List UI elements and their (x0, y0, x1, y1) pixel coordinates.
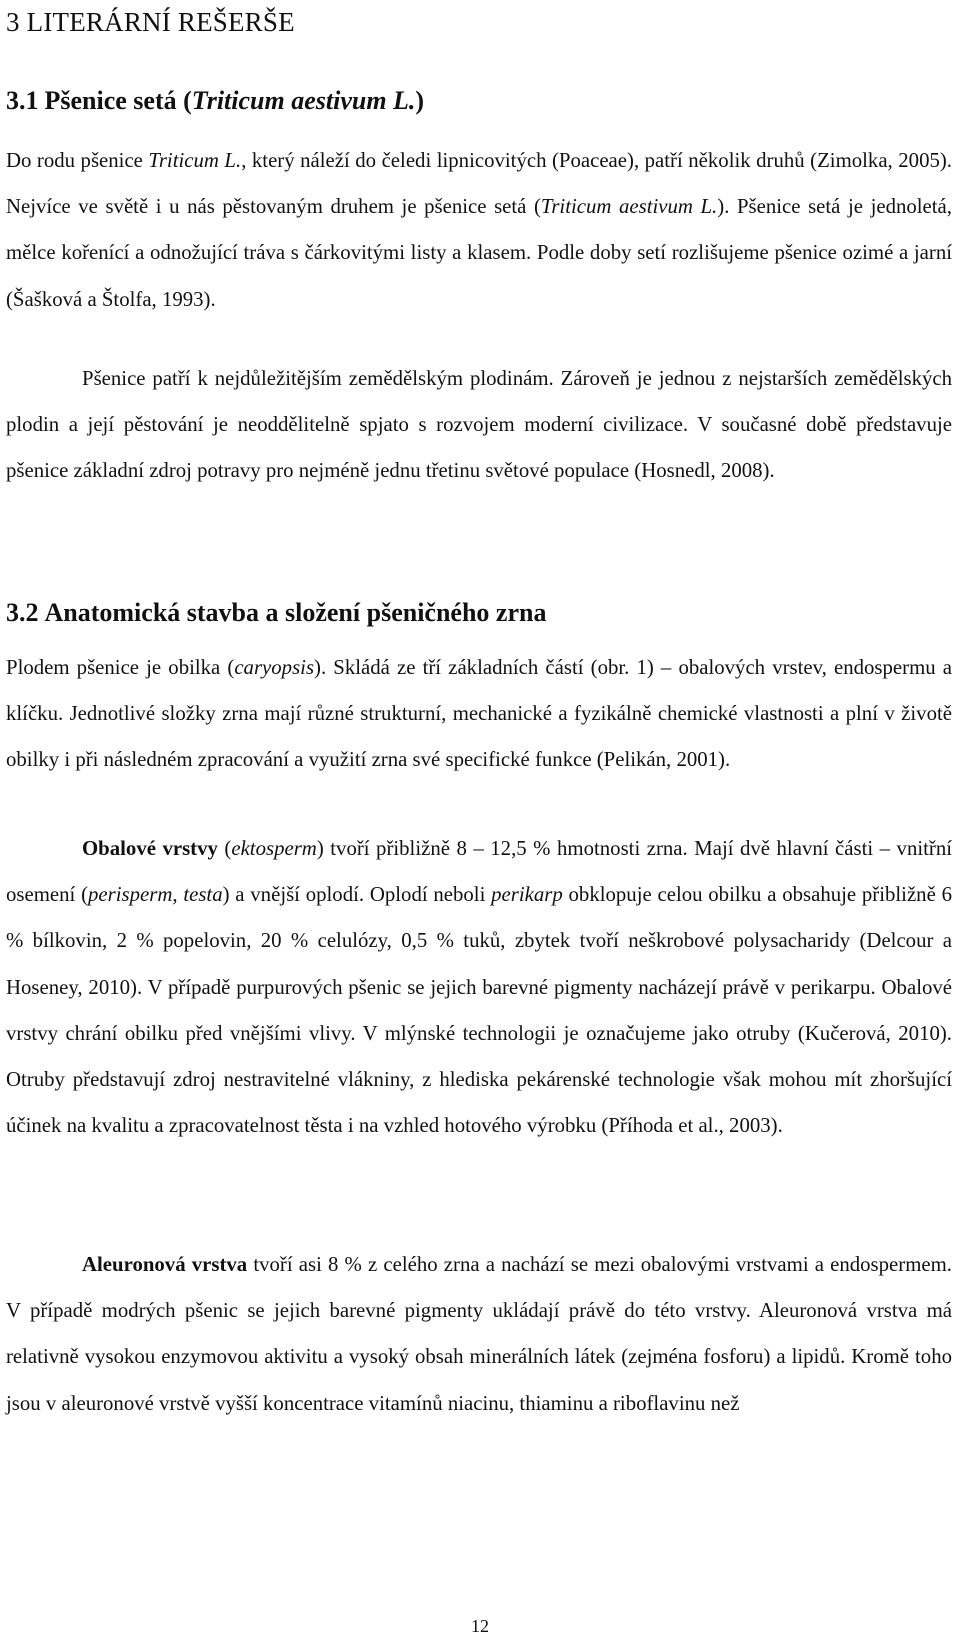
text-run: tvoří asi 8 % z celého zrna a nachází se mezi obalovými vrstvami a endospermem. V případě modrých pšenic se jejich barevné pigmenty ukládají právě do této vrstvy. Aleuronová vrstva má relativně vysokou enzymovou aktivitu a vysoký obsah minerálních látek (zejména fosforu) a lipidů. Kromě toho jsou v aleuronové vrstvě vyšší koncentrace vitamínů niacinu, thiaminu a riboflavinu než (6, 1253, 952, 1415)
section-title: Anatomická stavba a složení pšeničného zrna (44, 598, 547, 627)
text-run: , který náleží do čeledi lipnicovitých (Poaceae), patří několik druhů (Zimolka, 2005). Nejvíce ve světě i u nás pěstovaným druhem je pšenice setá ( (6, 149, 952, 219)
text-run: Plodem pšenice je obilka ( (6, 656, 235, 679)
section-title-regular: Pšenice setá ( (44, 86, 192, 115)
section-title-italic: Triticum aestivum L. (191, 86, 416, 115)
italic-term: ektosperm (231, 837, 317, 860)
section-number: 3.1 (6, 86, 39, 115)
paragraph-grain-anatomy (6, 645, 952, 784)
text-run: obklopuje celou obilku a obsahuje přibližně 6 % bílkovin, 2 % popelovin, 20 % celulózy, 0,5 % tuků, zbytek tvoří neškrobové polysacharidy (Delcour a Hoseney, 2010). V případě purpurových pšenic se jejich barevné pigmenty nacházejí právě v perikarpu. Obalové vrstvy chrání obilku před vnějšími vlivy. V mlýnské technologii je označujeme jako otruby (Kučerová, 2010). Otruby představují zdroj nestravitelné vlákniny, z hlediska pekárenské technologie však mohou mít zhoršující účinek na kvalitu a zpracovatelnost těsta i na vzhled hotového výrobku (Příhoda et al., 2003). (6, 883, 952, 1138)
text-run: , (172, 883, 184, 907)
italic-term: caryopsis (234, 656, 315, 679)
section-heading-3-2 (6, 594, 546, 632)
italic-term: perikarp (491, 883, 563, 907)
bold-term: Obalové vrstvy (82, 837, 218, 860)
section-heading-3-1 (6, 82, 424, 120)
text-run: ). Skládá ze tří základních částí (obr. 1) – obalových vrstev, endospermu a klíčku. Jednotlivé složky zrna mají různé strukturní, mechanické a fyzikálně chemické vlastnosti a plní v životě obilky i při následném zpracování a využití zrna své specifické funkce (Pelikán, 2001). (6, 656, 952, 772)
paragraph-outer-layers (6, 826, 952, 1149)
italic-term: Triticum aestivum L. (540, 195, 718, 219)
section-number: 3.2 (6, 598, 39, 627)
page-number: 12 (471, 1616, 489, 1636)
text-run: ) a vnější oplodí. Oplodí neboli (222, 883, 492, 907)
italic-term: testa (183, 883, 223, 907)
text-run: ). Pšenice setá je jednoletá, mělce kořenící a odnožující tráva s čárkovitými listy a klasem. Podle doby setí rozlišujeme pšenice ozimé a jarní (Šašková a Štolfa, 1993). (6, 195, 952, 311)
bold-term: Aleuronová vrstva (82, 1253, 248, 1276)
text-run: ( (217, 837, 232, 860)
text-run: Do rodu pšenice (6, 149, 149, 172)
paragraph-wheat-intro (6, 138, 952, 323)
section-title-end: ) (415, 86, 425, 115)
italic-term: Triticum L. (148, 149, 242, 172)
text-run: ) tvoří přibližně 8 – 12,5 % hmotnosti zrna. Mají dvě hlavní části – vnitřní osemení ( (6, 837, 953, 907)
italic-term: perisperm (88, 883, 173, 907)
chapter-heading: 3 LITERÁRNÍ REŠERŠE (6, 7, 295, 37)
paragraph-aleurone-layer (6, 1242, 952, 1427)
paragraph-wheat-importance: Pšenice patří k nejdůležitějším zemědělským plodinám. Zároveň je jednou z nejstarších zemědělských plodin a její pěstování je neoddělitelně spjato s rozvojem moderní civilizace. V současné době představuje pšenice základní zdroj potravy pro nejméně jednu třetinu světové populace (Hosnedl, 2008). (6, 367, 952, 483)
